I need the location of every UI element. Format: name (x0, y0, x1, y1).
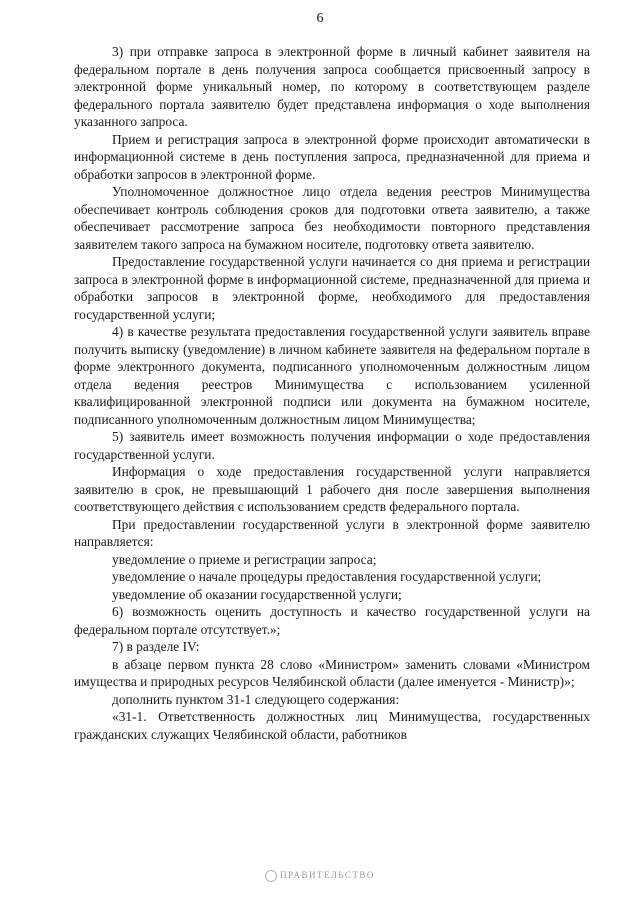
footer-stamp-text: ПРАВИТЕЛЬСТВО (280, 870, 375, 881)
paragraph-notification-receipt: уведомление о приеме и регистрации запроса; (112, 551, 377, 567)
paragraph-item-7: 7) в разделе IV: (112, 639, 200, 654)
paragraph-responsible-official: Уполномоченное должностное лицо отдела ведения реестров Минимущества обеспечивает контроль соблюдения сроков для подготовки ответа заявителю, а также обеспечивает рассмотрение запроса без необходимости повторного представления заявителем такого запроса на бумажном носителе, подготовку ответа заявителю. (74, 184, 590, 252)
document-body (74, 43, 590, 743)
paragraph-clause-31-1: «31-1. Ответственность должностных лиц Минимущества, государственных гражданских служащих Челябинской области, работников (74, 709, 590, 742)
paragraph-notification-start: уведомление о начале процедуры предоставления государственной услуги; (112, 569, 542, 584)
paragraph-notifications-intro: При предоставлении государственной услуги в электронной форме заявителю направляется: (74, 516, 590, 549)
paragraph-add-31-1: дополнить пунктом 31-1 следующего содержания: (112, 691, 400, 707)
footer-stamp (0, 870, 640, 882)
paragraph-notification-completion: уведомление об оказании государственной услуги; (112, 586, 402, 602)
paragraph-item-3: 3) при отправке запроса в электронной форме в личный кабинет заявителя на федеральном портале в день получения запроса сообщается присвоенный запросу в электронной форме уникальный номер, по которому в соответствующем разделе федерального портала заявителю будет представлена информация о ходе выполнения указанного запроса. (74, 44, 590, 129)
paragraph-amendment-28: в абзаце первом пункта 28 слово «Министром» заменить словами «Министром имущества и природных ресурсов Челябинской области (далее именуется - Министр)»; (74, 656, 590, 689)
paragraph-item-6: 6) возможность оценить доступность и качество государственной услуги на федеральном портале отсутствует.»; (74, 604, 590, 637)
paragraph-item-4: 4) в качестве результата предоставления государственной услуги заявитель вправе получить выписку (уведомление) в личном кабинете заявителя на федеральном портале в форме электронного документа, подписанного уполномоченным должностным лицом отдела ведения реестров Минимущества с использованием усиленной квалифицированной электронной подписи или документа на бумажном носителе, подписанного уполномоченным должностным лицом Минимущества; (74, 324, 590, 427)
page-number: 6 (316, 11, 324, 26)
seal-icon (265, 870, 277, 882)
paragraph-item-5: 5) заявитель имеет возможность получения информации о ходе предоставления государственной услуги. (74, 429, 590, 462)
paragraph-progress-info: Информация о ходе предоставления государственной услуги направляется заявителю в срок, не превышающий 1 рабочего дня после завершения выполнения соответствующего действия с использованием средств федерального портала. (74, 464, 590, 514)
paragraph-intake-registration: Прием и регистрация запроса в электронной форме происходит автоматически в информационной системе в день поступления запроса, предназначенной для приема и обработки запросов в электронной форме. (74, 131, 590, 182)
paragraph-service-start: Предоставление государственной услуги начинается со дня приема и регистрации запроса в электронной форме в информационной системе, предназначенной для приема и обработки запросов в электронной форме, необходимого для предоставления государственной услуги; (74, 254, 590, 322)
